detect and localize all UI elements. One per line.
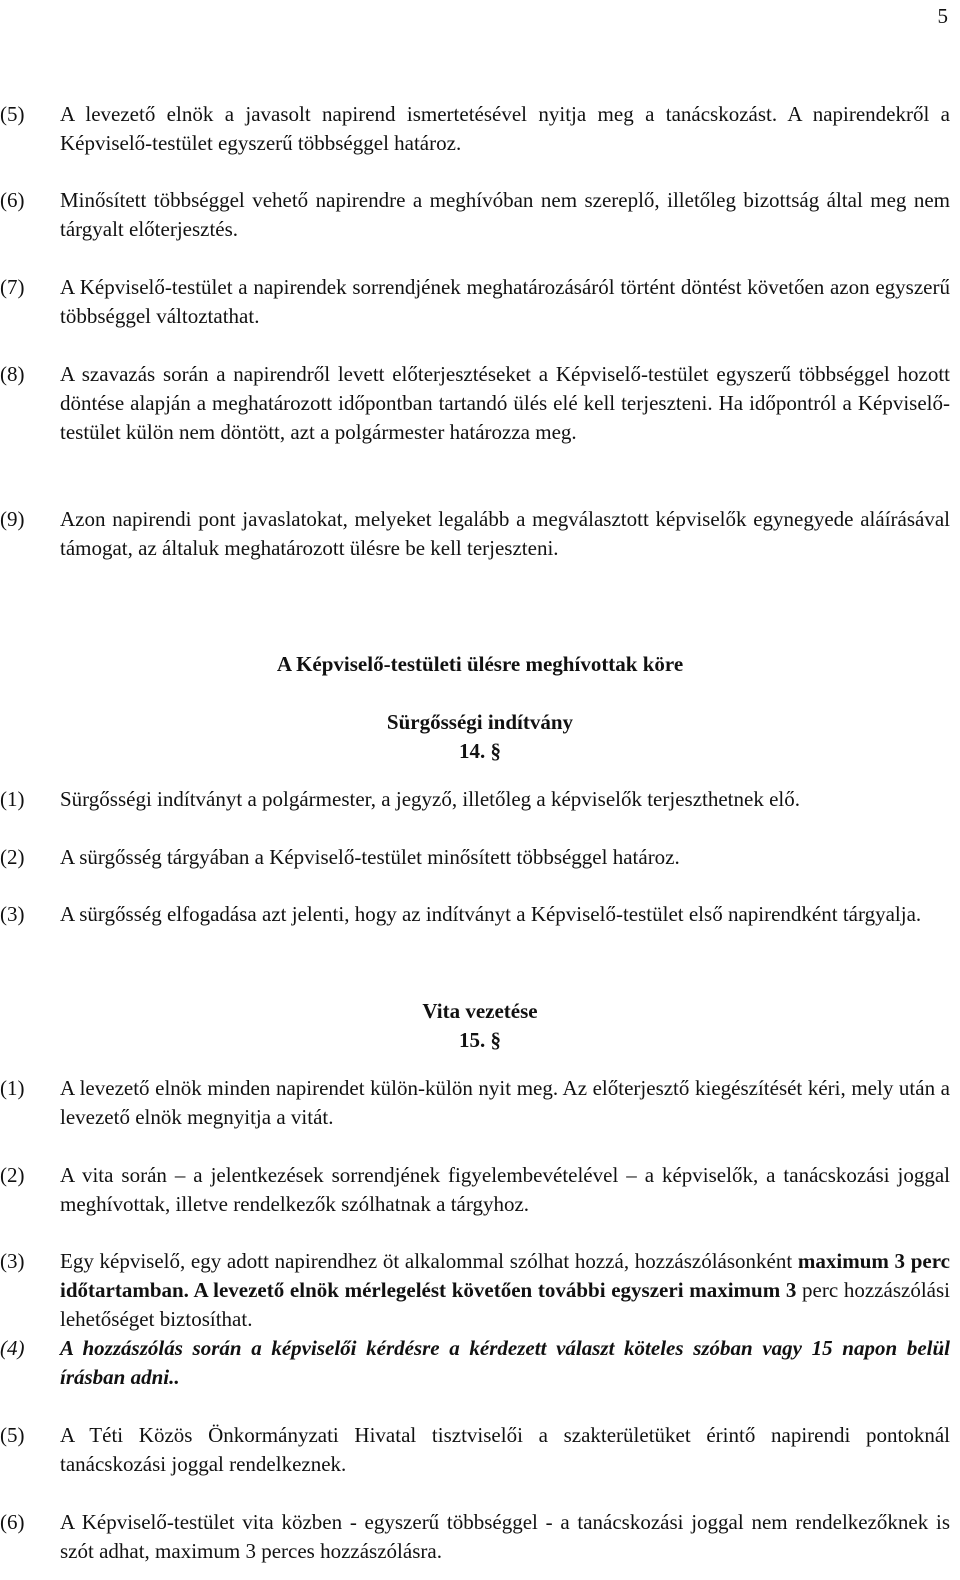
section-15-paragraph-2 [0,1161,950,1219]
paragraph-6 [0,186,950,244]
paragraph-text: Sürgősségi indítványt a polgármester, a jegyző, illetőleg a képviselők terjeszthetnek elő. [60,787,800,811]
section-title: A Képviselő-testületi ülésre meghívottak köre [276,652,684,676]
paragraph-number: (9) [0,507,25,531]
page-number: 5 [937,4,948,28]
paragraph-text: A Képviselő-testület vita közben - egyszerű többséggel - a tanácskozási joggal nem rendelkezőknek is szót adhat, maximum 3 perces hozzászólásra. [60,1510,950,1563]
paragraph-number: (7) [0,275,25,299]
paragraph-number: (2) [0,1163,25,1187]
paragraph-text: A sürgősség elfogadása azt jelenti, hogy az indítványt a Képviselő-testület első napirendként tárgyalja. [60,902,922,926]
paragraph-text: A Képviselő-testület a napirendek sorrendjének meghatározásáról történt döntést követően azon egyszerű többséggel változtathat. [60,275,950,328]
paragraph-8 [0,360,950,447]
section-14-paragraph-2 [0,843,950,872]
paragraph-text: Azon napirendi pont javaslatokat, melyeket legalább a megválasztott képviselők egynegyede aláírásával támogat, az általuk meghatározott ülésre be kell terjeszteni. [60,507,950,560]
section-15-paragraph-1 [0,1074,950,1132]
paragraph-number: (3) [0,902,25,926]
paragraph-5 [0,100,950,158]
paragraph-text: A levezető elnök a javasolt napirend ismertetésével nyitja meg a tanácskozást. A napirendekről a Képviselő-testület egyszerű többséggel határoz. [60,102,950,155]
paragraph-text-regular-end: perc hozzászólási lehetőséget biztosíthat. [60,1278,950,1331]
paragraph-number: (3) [0,1249,25,1273]
paragraph-text: A sürgősség tárgyában a Képviselő-testület minősített többséggel határoz. [60,845,680,869]
paragraph-text-bold: maximum 3 perc időtartamban. A levezető elnök mérlegelést követően további egyszeri maximum 3 [60,1249,950,1302]
section-14-paragraph-1 [0,785,950,814]
paragraph-number: (4) [0,1336,25,1360]
paragraph-number: (1) [0,1076,25,1100]
section-15-paragraph-3 [0,1247,950,1334]
paragraph-text: A hozzászólás során a képviselői kérdésre a kérdezett választ köteles szóban vagy 15 napon belül írásban adni.. [60,1336,950,1389]
paragraph-9 [0,505,950,563]
section-15-paragraph-6 [0,1508,950,1566]
paragraph-text [60,1247,950,1334]
section-14-number: 14. § [459,739,501,763]
paragraph-number: (6) [0,1510,25,1534]
section-15-title: Vita vezetése [422,999,538,1023]
paragraph-number: (5) [0,102,25,126]
paragraph-text: A vita során – a jelentkezések sorrendjének figyelembevételével – a képviselők, a tanácskozási joggal meghívottak, illetve rendelkezők szólhatnak a tárgyhoz. [60,1163,950,1216]
paragraph-number: (1) [0,787,25,811]
paragraph-7 [0,273,950,331]
paragraph-text-regular: Egy képviselő, egy adott napirendhez öt alkalommal szólhat hozzá, hozzászólásonként [60,1249,798,1273]
section-14-paragraph-3 [0,900,950,929]
section-15-paragraph-4 [0,1334,950,1392]
section-15-paragraph-5 [0,1421,950,1479]
paragraph-number: (2) [0,845,25,869]
paragraph-text: A szavazás során a napirendről levett előterjesztéseket a Képviselő-testület egyszerű többséggel hozott döntése alapján a meghatározott időpontban tartandó ülés elé kell terjeszteni. Ha időpontról a Képviselő-testület külön nem döntött, azt a polgármester határozza meg. [60,362,950,444]
section-15-number: 15. § [459,1028,501,1052]
paragraph-number: (8) [0,362,25,386]
paragraph-number: (6) [0,188,25,212]
paragraph-text: A Téti Közös Önkormányzati Hivatal tisztviselői a szakterületüket érintő napirendi pontoknál tanácskozási joggal rendelkeznek. [60,1423,950,1476]
paragraph-number: (5) [0,1423,25,1447]
section-14-title: Sürgősségi indítvány [386,710,574,734]
paragraph-text: A levezető elnök minden napirendet külön-külön nyit meg. Az előterjesztő kiegészítését kéri, mely után a levezető elnök megnyitja a vitát. [60,1076,950,1129]
paragraph-text: Minősített többséggel vehető napirendre a meghívóban nem szereplő, illetőleg bizottság által meg nem tárgyalt előterjesztés. [60,188,950,241]
